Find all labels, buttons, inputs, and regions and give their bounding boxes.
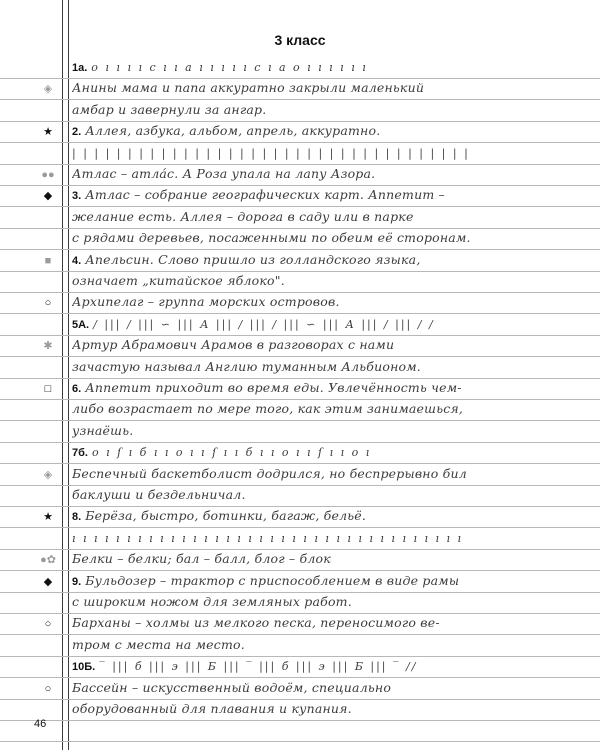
exercise-line: [72, 79, 570, 101]
exercise-line: [72, 208, 570, 230]
handwritten-text: Архипелаг – группа морских островов.: [72, 294, 340, 309]
rhombus-dot-icon: ◈: [43, 469, 53, 481]
exercise-line: [72, 122, 570, 144]
handwritten-text: с широким ножом для земляных работ.: [72, 594, 352, 609]
exercise-line: [72, 422, 570, 444]
exercise-line: [72, 443, 570, 465]
handwritten-text: тром с места на место.: [72, 637, 245, 652]
ruled-line: [0, 741, 600, 742]
handwritten-text: Барханы – холмы из мелкого песка, переносимого ве-: [72, 615, 440, 630]
handwritten-text: Белки – белки; бал – балл, блог – блок: [72, 551, 331, 566]
exercise-line: [72, 486, 570, 508]
star-icon: ★: [43, 126, 53, 138]
dot-flower-icon: ●✿: [40, 554, 56, 566]
handwritten-text: либо возрастает по мере того, как этим занимаешься,: [72, 401, 464, 416]
stress-marks: / ||| / ||| ∽ ||| А ||| / ||| / ||| ∽ ||| А ||| / ||| / /: [93, 318, 435, 331]
exercise-line: [72, 379, 570, 401]
handwritten-text: оборудованный для плавания и купания.: [72, 701, 352, 716]
exercise-number: 10Б.: [72, 661, 96, 673]
handwritten-text: Берёза, быстро, ботинки, багаж, бельё.: [85, 508, 367, 523]
exercise-line: [72, 336, 570, 358]
exercise-number: 5А.: [72, 319, 90, 331]
exercise-line: [72, 572, 570, 594]
exercise-number: 9.: [72, 576, 82, 588]
exercise-number: 2.: [72, 126, 82, 138]
handwritten-text: амбар и завернули за ангар.: [72, 102, 267, 117]
exercise-line: [72, 657, 570, 679]
handwritten-text: Беспечный баскетболист додрился, но беспрерывно бил: [72, 466, 467, 481]
diamond-icon: ◆: [43, 190, 53, 202]
margin-line-left: [62, 0, 63, 750]
exercise-line: [72, 400, 570, 422]
margin-line-right: [68, 0, 69, 750]
exercise-line: [72, 679, 570, 701]
exercise-line: [72, 315, 570, 337]
handwritten-text: Атлас – атла́с. А Роза упала на лапу Азора.: [72, 166, 376, 181]
circle-icon: ○: [44, 618, 52, 630]
handwritten-text: Аллея, азбука, альбом, апрель, аккуратно.: [85, 123, 381, 138]
page-title: 3 класс: [274, 32, 326, 48]
exercise-line: [72, 529, 570, 551]
handwritten-text: Аппетит приходит во время еды. Увлечённость чем-: [85, 380, 462, 395]
stress-marks: | | | | | | | | | | | | | | | | | | | | | | | | | | | | | | | | | | | |: [72, 147, 470, 160]
exercise-line: [72, 550, 570, 572]
exercise-line: [72, 293, 570, 315]
handwritten-text: Бульдозер – трактор с приспособлением в виде рамы: [85, 573, 460, 588]
handwritten-text: баклуши и бездельничал.: [72, 487, 246, 502]
stress-marks: о ı ı ı ı с ı ı а ı ı ı ı ı с ı а о ı ı ı ı ı ı: [91, 61, 368, 74]
star-icon: ★: [43, 511, 53, 523]
stress-marks: о ı ſ ı б ı ı о ı ı ſ ı ı б ı ı о ı ı ſ ı ı о ı: [91, 446, 372, 459]
exercise-line: [72, 272, 570, 294]
exercise-line: [72, 186, 570, 208]
handwritten-text: с рядами деревьев, посаженными по обеим её сторонам.: [72, 230, 471, 245]
handwritten-text: Апельсин. Слово пришло из голландского языка,: [85, 252, 421, 267]
exercise-line: [72, 358, 570, 380]
exercise-line: [72, 700, 570, 722]
exercise-line: [72, 251, 570, 273]
exercise-line: [72, 507, 570, 529]
handwritten-text: Атлас – собрание географических карт. Аппетит –: [85, 187, 446, 202]
exercise-line: [72, 614, 570, 636]
rhombus-dot-icon: ◈: [43, 83, 53, 95]
stress-marks: ı ı ı ı ı ı ı ı ı ı ı ı ı ı ı ı ı ı ı ı ı ı ı ı ı ı ı ı ı ı ı ı ı ı ı ı: [72, 532, 464, 545]
dots-icon: ●●: [41, 169, 55, 181]
handwritten-text: Бассейн – искусственный водоём, специально: [72, 680, 392, 695]
handwritten-text: означает „китайское яблоко".: [72, 273, 285, 288]
exercise-line: [72, 636, 570, 658]
exercise-line: [72, 593, 570, 615]
exercise-line: [72, 229, 570, 251]
exercise-line: [72, 144, 570, 166]
exercise-number: 4.: [72, 255, 82, 267]
exercise-number: 1а.: [72, 62, 88, 74]
exercise-number: 3.: [72, 190, 82, 202]
handwritten-text: Анины мама и папа аккуратно закрыли маленький: [72, 80, 425, 95]
exercise-number: 7б.: [72, 447, 88, 459]
square-icon: ■: [44, 255, 52, 267]
exercise-number: 8.: [72, 511, 82, 523]
diamond-icon: ◆: [43, 576, 53, 588]
exercise-line: [72, 101, 570, 123]
circle-icon: ○: [44, 683, 52, 695]
asterisk-icon: ✱: [43, 340, 53, 352]
handwritten-text: зачастую называл Англию туманным Альбионом.: [72, 359, 421, 374]
square-outline-icon: □: [44, 383, 52, 395]
exercise-number: 6.: [72, 383, 82, 395]
handwritten-text: узнаёшь.: [72, 423, 134, 438]
handwritten-text: Артур Абрамович Арамов в разговорах с нами: [72, 337, 395, 352]
exercise-line: [72, 465, 570, 487]
circle-icon: ○: [44, 297, 52, 309]
exercise-line: [72, 165, 570, 187]
page-number: 46: [34, 718, 47, 730]
exercise-line: [72, 58, 570, 80]
stress-marks: ‾ ||| б ||| э ||| Б ||| ‾ ||| б ||| э ||| Б ||| ‾ //: [99, 660, 418, 673]
handwritten-text: желание есть. Аллея – дорога в саду или в парке: [72, 209, 414, 224]
